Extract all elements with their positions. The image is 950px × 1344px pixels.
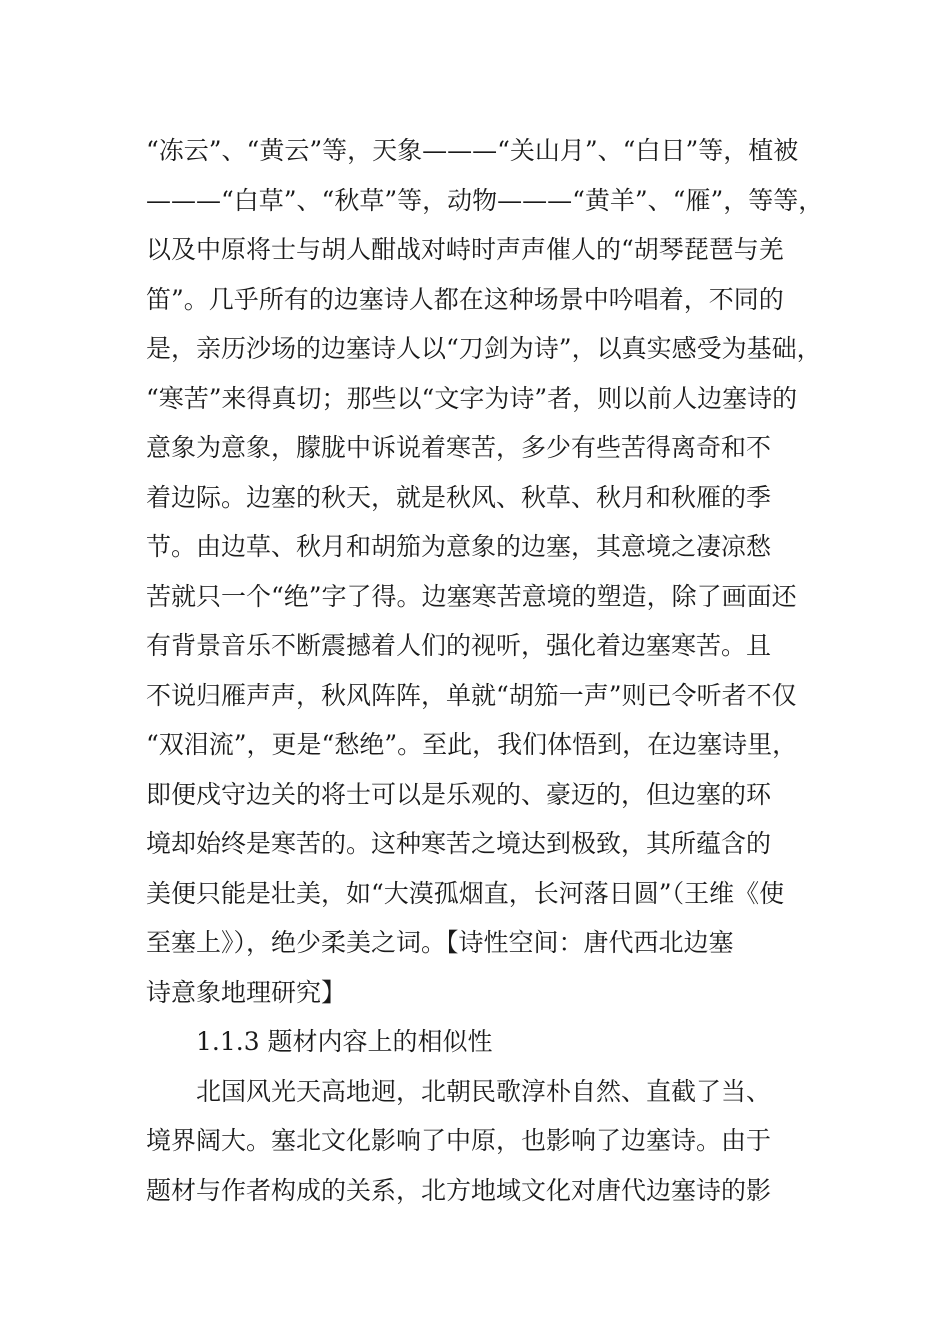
text-line: “双泪流”，更是“愁绝”。至此，我们体悟到，在边塞诗里， xyxy=(146,730,798,759)
text-line: 意象为意象，朦胧中诉说着寒苦，多少有些苦得离奇和不 xyxy=(146,433,772,462)
text-line: 着边际。边塞的秋天，就是秋风、秋草、秋月和秋雁的季 xyxy=(146,482,772,512)
text-line: 即便戍守边关的将士可以是乐观的、豪迈的，但边塞的环 xyxy=(146,779,772,809)
body-text xyxy=(146,126,826,1215)
text-line: 诗意象地理研究】 xyxy=(146,977,347,1007)
text-line: “冻云”、“黄云”等，天象———“关山月”、“白日”等，植被 xyxy=(146,136,799,165)
text-line: “寒苦”来得真切；那些以“文字为诗”者，则以前人边塞诗的 xyxy=(146,383,798,413)
text-line: 有背景音乐不断震撼着人们的视听，强化着边塞寒苦。且 xyxy=(146,631,772,660)
text-line: ———“白草”、“秋草”等，动物———“黄羊”、“雁”，等等， xyxy=(146,185,824,215)
text-line: 苦就只一个“绝”字了得。边塞寒苦意境的塑造，除了画面还 xyxy=(146,581,797,611)
text-line: 不说归雁声声，秋风阵阵，单就“胡笳一声”则已令听者不仅 xyxy=(146,680,797,710)
text-line: 节。由边草、秋月和胡笳为意象的边塞，其意境之凄凉愁 xyxy=(146,532,772,561)
paragraph-first-line: 北国风光天高地迥，北朝民歌淳朴自然、直截了当、 xyxy=(196,1076,772,1106)
text-line: 境界阔大。塞北文化影响了中原，也影响了边塞诗。由于 xyxy=(146,1126,772,1155)
text-line: 至塞上》），绝少柔美之词。【诗性空间：唐代西北边塞 xyxy=(146,928,734,957)
section-heading: 1.1.3 题材内容上的相似性 xyxy=(196,1027,493,1056)
text-line: 题材与作者构成的关系，北方地域文化对唐代边塞诗的影 xyxy=(146,1175,772,1205)
text-line: 笛”。几乎所有的边塞诗人都在这种场景中吟唱着，不同的 xyxy=(146,284,784,314)
text-line: 美便只能是壮美，如“大漠孤烟直，长河落日圆”（王维《使 xyxy=(146,878,785,908)
text-line: 是，亲历沙场的边塞诗人以“刀剑为诗”，以真实感受为基础， xyxy=(146,334,822,363)
text-line: 境却始终是寒苦的。这种寒苦之境达到极致，其所蕴含的 xyxy=(146,829,772,858)
text-line: 以及中原将士与胡人酣战对峙时声声催人的“胡琴琵琶与羌 xyxy=(146,235,784,264)
